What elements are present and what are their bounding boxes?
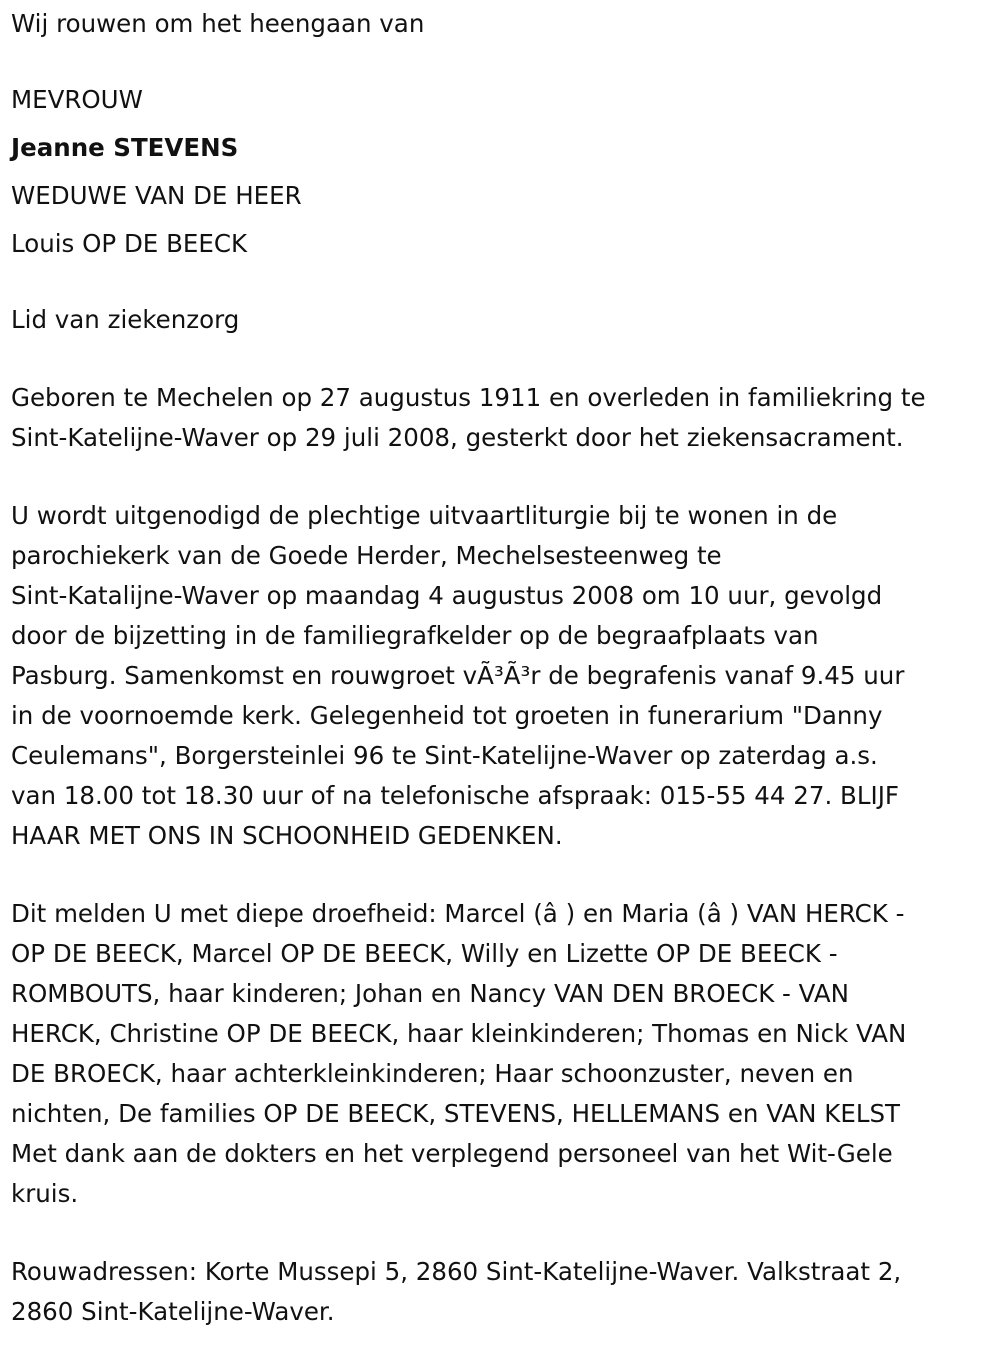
spouse-name: Louis OP DE BEECK <box>11 229 248 258</box>
spacer <box>11 268 990 300</box>
birth-death-paragraph <box>11 378 990 458</box>
paragraph-line: HAAR MET ONS IN SCHOONHEID GEDENKEN. <box>11 821 563 850</box>
paragraph-line: Geboren te Mechelen op 27 augustus 1911 en overleden in familiekring te <box>11 383 926 412</box>
paragraph-line: parochiekerk van de Goede Herder, Mechelsesteenweg te <box>11 541 722 570</box>
paragraph-line: Ceulemans", Borgersteinlei 96 te Sint-Katelijne-Waver op zaterdag a.s. <box>11 741 878 770</box>
spacer <box>11 340 990 378</box>
paragraph-line: OP DE BEECK, Marcel OP DE BEECK, Willy en Lizette OP DE BEECK - <box>11 939 838 968</box>
paragraph-line: Dit melden U met diepe droefheid: Marcel (â ) en Maria (â ) VAN HERCK - <box>11 899 905 928</box>
spacer <box>11 458 990 496</box>
title-prefix: MEVROUW <box>11 85 143 114</box>
spacer <box>11 44 990 76</box>
membership-text: Lid van ziekenzorg <box>11 305 240 334</box>
paragraph-line: HERCK, Christine OP DE BEECK, haar kleinkinderen; Thomas en Nick VAN <box>11 1019 907 1048</box>
deceased-name: Jeanne STEVENS <box>11 133 239 162</box>
paragraph-line: door de bijzetting in de familiegrafkelder op de begraafplaats van <box>11 621 819 650</box>
paragraph-line: DE BROECK, haar achterkleinkinderen; Haar schoonzuster, neven en <box>11 1059 854 1088</box>
paragraph-line: van 18.00 tot 18.30 uur of na telefonische afspraak: 015-55 44 27. BLIJF <box>11 781 900 810</box>
deceased-heading <box>11 76 990 268</box>
paragraph-line: U wordt uitgenodigd de plechtige uitvaartliturgie bij te wonen in de <box>11 501 838 530</box>
spacer <box>11 856 990 894</box>
paragraph-line: Met dank aan de dokters en het verplegend personeel van het Wit-Gele <box>11 1139 893 1168</box>
paragraph-line: 2860 Sint-Katelijne-Waver. <box>11 1297 335 1326</box>
spacer <box>11 1214 990 1252</box>
paragraph-line: Sint-Katalijne-Waver op maandag 4 augustus 2008 om 10 uur, gevolgd <box>11 581 883 610</box>
paragraph-line: in de voornoemde kerk. Gelegenheid tot groeten in funerarium "Danny <box>11 701 883 730</box>
paragraph-line: Rouwadressen: Korte Mussepi 5, 2860 Sint-Katelijne-Waver. Valkstraat 2, <box>11 1257 902 1286</box>
spouse-title: WEDUWE VAN DE HEER <box>11 181 302 210</box>
paragraph-line: Pasburg. Samenkomst en rouwgroet vÃ³Ã³r de begrafenis vanaf 9.45 uur <box>11 661 905 690</box>
family-paragraph <box>11 894 990 1214</box>
intro-text: Wij rouwen om het heengaan van <box>11 9 425 38</box>
paragraph-line: kruis. <box>11 1179 79 1208</box>
paragraph-line: ROMBOUTS, haar kinderen; Johan en Nancy VAN DEN BROECK - VAN <box>11 979 849 1008</box>
funeral-paragraph <box>11 496 990 856</box>
addresses-paragraph <box>11 1252 990 1332</box>
paragraph-line: Sint-Katelijne-Waver op 29 juli 2008, gesterkt door het ziekensacrament. <box>11 423 904 452</box>
paragraph-line: nichten, De families OP DE BEECK, STEVENS, HELLEMANS en VAN KELST <box>11 1099 900 1128</box>
